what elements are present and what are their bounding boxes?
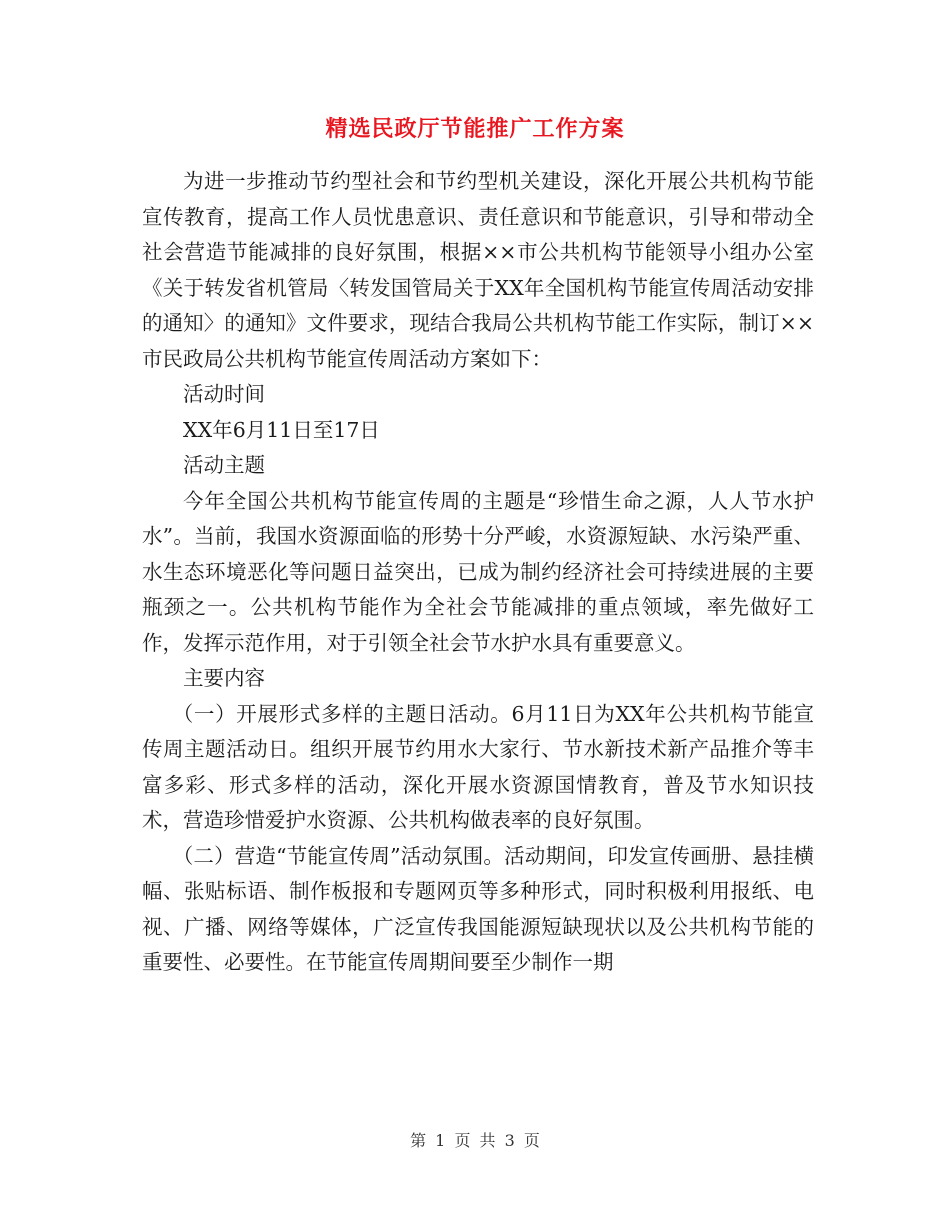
heading-main-content: 主要内容 bbox=[183, 666, 265, 690]
paragraph-item-2: （二）营造“节能宣传周”活动氛围。活动期间，印发宣传画册、悬挂横幅、张贴标语、制作板报和专题网页等多种形式，同时积极利用报纸、电视、广播、网络等媒体，广泛宣传我国能源短缺现状以及公共机构节能的重要性、必要性。在节能宣传周期间要至少制作一期 bbox=[142, 843, 814, 974]
document-title: 精选民政厅节能推广工作方案 bbox=[325, 116, 625, 142]
heading-activity-theme: 活动主题 bbox=[183, 453, 265, 477]
paragraph-item-1: （一）开展形式多样的主题日活动。6月11日为XX年公共机构节能宣传周主题活动日。组织开展节约用水大家行、节水新技术新产品推介等丰富多彩、形式多样的活动，深化开展水资源国情教育，普及节水知识技术，营造珍惜爱护水资源、公共机构做表率的良好氛围。 bbox=[142, 701, 814, 832]
paragraph-theme: 今年全国公共机构节能宣传周的主题是“珍惜生命之源，人人节水护水”。当前，我国水资源面临的形势十分严峻，水资源短缺、水污染严重、水生态环境恶化等问题日益突出，已成为制约经济社会可持续进展的主要瓶颈之一。公共机构节能作为全社会节能减排的重点领域，率先做好工作，发挥示范作用，对于引领全社会节水护水具有重要意义。 bbox=[142, 488, 814, 655]
document-body bbox=[142, 164, 814, 981]
paragraph-intro: 为进一步推动节约型社会和节约型机关建设，深化开展公共机构节能宣传教育，提高工作人员忧患意识、责任意识和节能意识，引导和带动全社会营造节能减排的良好氛围，根据××市公共机构节能领导小组办公室《关于转发省机管局〈转发国管局关于XX年全国机构节能宣传周活动安排的通知〉的通知》文件要求，现结合我局公共机构节能工作实际，制订××市民政局公共机构节能宣传周活动方案如下： bbox=[142, 169, 814, 371]
paragraph-activity-date: XX年6月11日至17日 bbox=[183, 417, 380, 442]
page-footer: 第 1 页 共 3 页 bbox=[410, 1131, 540, 1150]
heading-activity-time: 活动时间 bbox=[183, 382, 265, 406]
